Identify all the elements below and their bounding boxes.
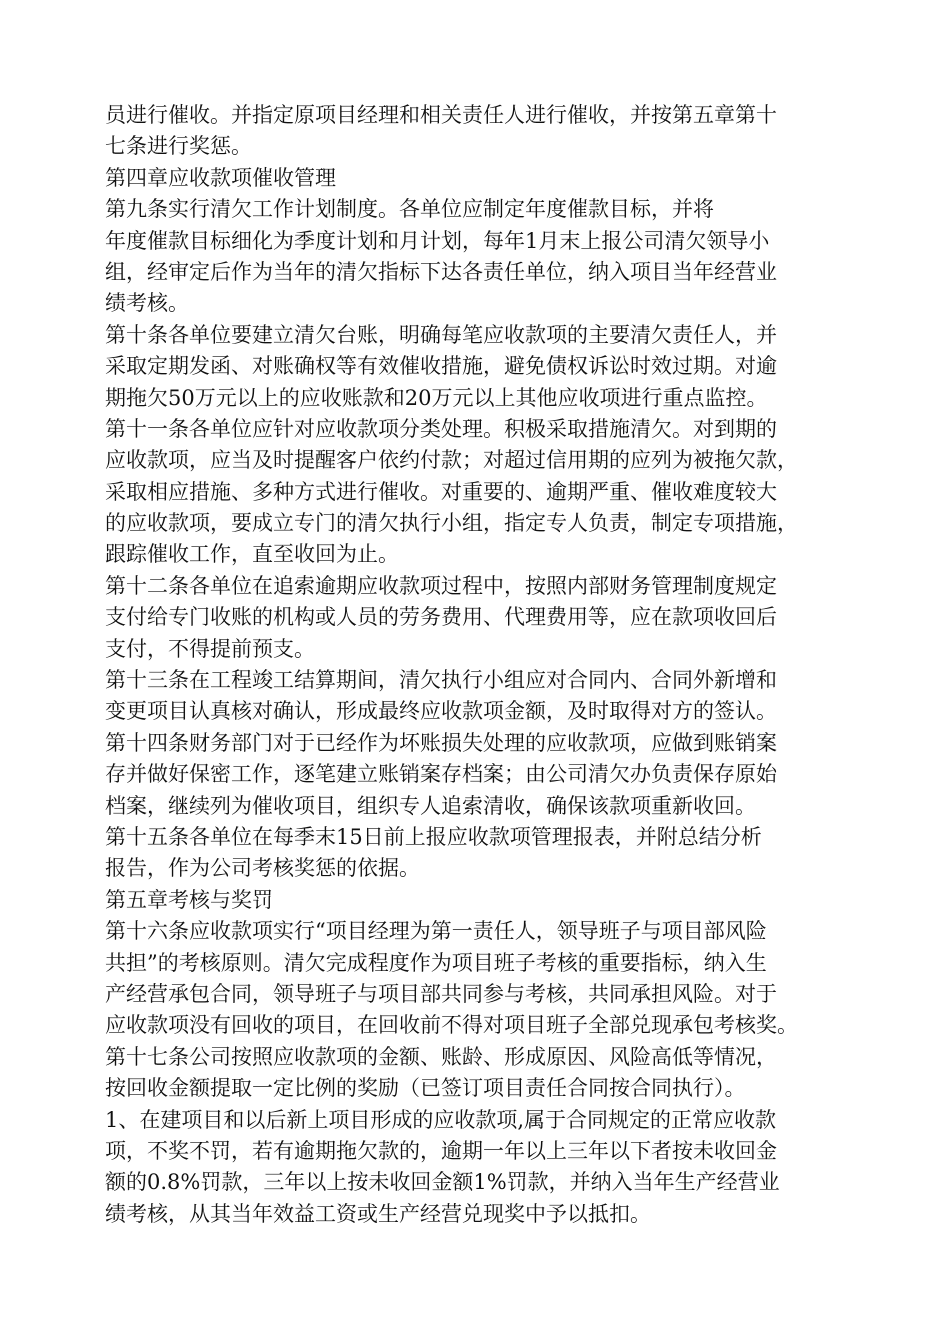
text-line: 档案，继续列为催收项目，组织专人追索清收，确保该款项重新收回。 (105, 793, 756, 818)
text-line: 第十六条应收款项实行“项目经理为第一责任人，领导班子与项目部风险 (105, 919, 767, 944)
text-line: 项，不奖不罚，若有逾期拖欠款的，逾期一年以上三年以下者按未收回金 (105, 1138, 777, 1163)
text-line: 额的0.8%罚款，三年以上按未收回金额1%罚款，并纳入当年生产经营业 (105, 1170, 780, 1195)
chapter-heading: 第四章应收款项催收管理 (105, 165, 336, 190)
text-line: 应收款项，应当及时提醒客户依约付款；对超过信用期的应列为被拖欠款， (105, 448, 798, 473)
text-line: 共担”的考核原则。清欠完成程度作为项目班子考核的重要指标，纳入生 (105, 950, 767, 975)
text-line: 支付，不得提前预支。 (105, 636, 315, 661)
text-line: 应收款项没有回收的项目，在回收前不得对项目班子全部兑现承包考核奖。 (105, 1013, 798, 1038)
text-line: 跟踪催收工作，直至收回为止。 (105, 542, 399, 567)
text-line: 第十七条公司按照应收款项的金额、账龄、形成原因、风险高低等情况， (105, 1044, 777, 1069)
text-line: 的应收款项，要成立专门的清欠执行小组，指定专人负责，制定专项措施， (105, 511, 798, 536)
text-line: 七条进行奖惩。 (105, 134, 252, 159)
text-line: 组，经审定后作为当年的清欠指标下达各责任单位，纳入项目当年经营业 (105, 259, 777, 284)
text-line: 绩考核。 (105, 291, 189, 316)
text-line: 第十一条各单位应针对应收款项分类处理。积极采取措施清欠。对到期的 (105, 416, 777, 441)
text-line: 第十三条在工程竣工结算期间，清欠执行小组应对合同内、合同外新增和 (105, 668, 777, 693)
document-page (105, 100, 865, 1230)
text-line: 绩考核，从其当年效益工资或生产经营兑现奖中予以抵扣。 (105, 1201, 651, 1226)
text-line: 按回收金额提取一定比例的奖励（已签订项目责任合同按合同执行）。 (105, 1076, 746, 1101)
text-line: 第九条实行清欠工作计划制度。各单位应制定年度催款目标，并将 (105, 197, 714, 222)
text-line: 变更项目认真核对确认，形成最终应收款项金额，及时取得对方的签认。 (105, 699, 777, 724)
text-line: 1、在建项目和以后新上项目形成的应收款项,属于合同规定的正常应收款 (105, 1107, 777, 1132)
text-line: 员进行催收。并指定原项目经理和相关责任人进行催收，并按第五章第十 (105, 103, 777, 127)
text-line: 第十二条各单位在追索逾期应收款项过程中，按照内部财务管理制度规定 (105, 573, 777, 598)
text-line: 采取定期发函、对账确权等有效催收措施，避免债权诉讼时效过期。对逾 (105, 354, 777, 379)
text-line: 期拖欠50万元以上的应收账款和20万元以上其他应收项进行重点监控。 (105, 385, 768, 410)
text-line: 第十条各单位要建立清欠台账，明确每笔应收款项的主要清欠责任人，并 (105, 322, 777, 347)
text-line: 报告，作为公司考核奖惩的依据。 (105, 856, 420, 881)
text-line: 年度催款目标细化为季度计划和月计划，每年1月末上报公司清欠领导小 (105, 228, 770, 253)
chapter-heading: 第五章考核与奖罚 (105, 887, 273, 912)
text-line: 第十五条各单位在每季末15日前上报应收款项管理报表，并附总结分析 (105, 824, 762, 849)
text-line: 存并做好保密工作，逐笔建立账销案存档案；由公司清欠办负责保存原始 (105, 762, 777, 787)
text-line: 第十四条财务部门对于已经作为坏账损失处理的应收款项，应做到账销案 (105, 730, 777, 755)
text-line: 支付给专门收账的机构或人员的劳务费用、代理费用等，应在款项收回后 (105, 605, 777, 630)
text-line: 采取相应措施、多种方式进行催收。对重要的、逾期严重、催收难度较大 (105, 479, 777, 504)
text-line: 产经营承包合同，领导班子与项目部共同参与考核，共同承担风险。对于 (105, 981, 777, 1006)
